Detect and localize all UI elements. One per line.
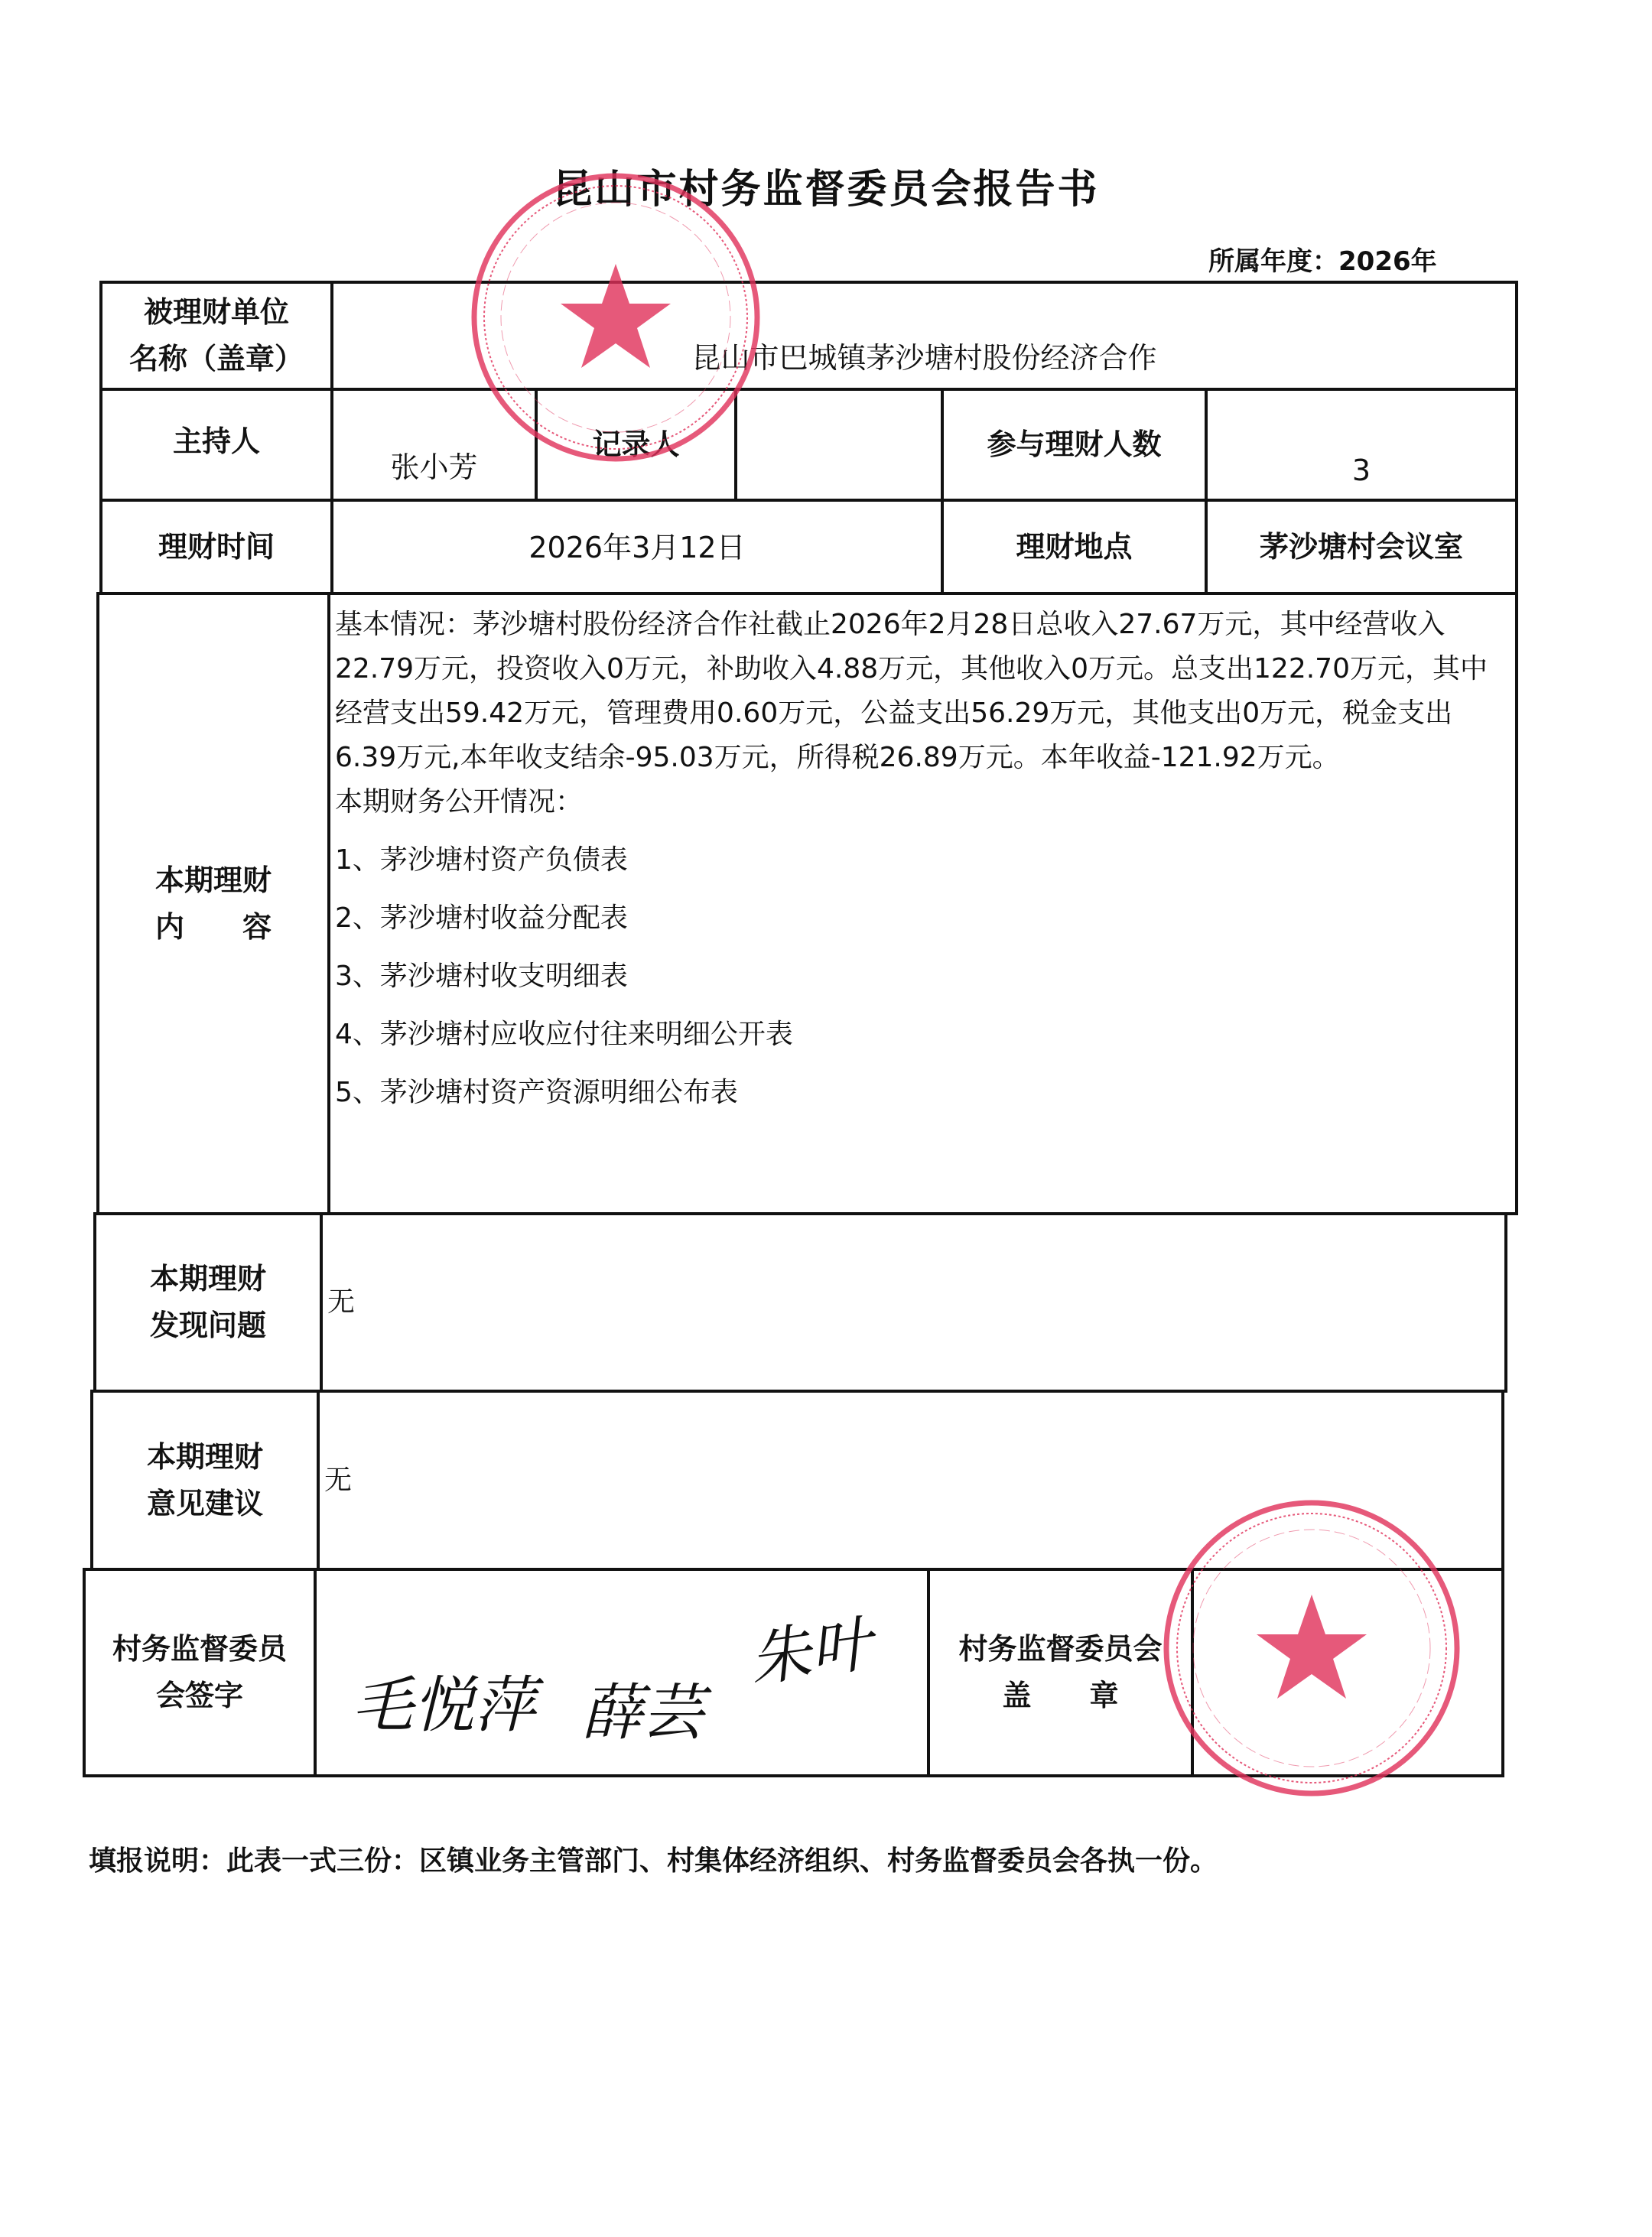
content-item: 2、茅沙塘村收益分配表	[335, 902, 628, 934]
content-item: 1、茅沙塘村资产负债表	[335, 844, 628, 876]
host-label: 主持人	[99, 388, 333, 502]
unit-label-line2: 名称（盖章）	[128, 342, 304, 376]
suggestions-label-line2: 意见建议	[146, 1486, 263, 1520]
signature: 朱叶	[745, 1608, 876, 1696]
content-label-line2: 内 容	[154, 909, 272, 944]
page-title: 昆山市村务监督委员会报告书	[552, 167, 1100, 213]
unit-value-cell	[330, 281, 1518, 391]
content-label-line1: 本期理财	[154, 863, 272, 897]
participants-label: 参与理财人数	[941, 388, 1208, 502]
suggestions-value: 无	[317, 1390, 1504, 1571]
sign-label-line1: 村务监督委员	[112, 1632, 287, 1666]
suggestions-label	[90, 1390, 320, 1571]
content-public-title: 本期财务公开情况：	[335, 786, 584, 818]
problems-label-line1: 本期理财	[149, 1262, 266, 1296]
time-label: 理财时间	[99, 499, 333, 595]
sign-label	[83, 1568, 317, 1777]
signature: 毛悦萍	[352, 1670, 535, 1741]
problems-value: 无	[320, 1212, 1507, 1393]
place-value: 茅沙塘村会议室	[1205, 499, 1518, 595]
recorder-value	[734, 388, 944, 502]
participants-value: 3	[1205, 388, 1518, 502]
time-value: 2026年3月12日	[330, 499, 944, 595]
place-label: 理财地点	[941, 499, 1208, 595]
signature: 薛芸	[581, 1677, 704, 1748]
host-value: 张小芳	[330, 388, 538, 502]
content-item: 5、茅沙塘村资产资源明细公布表	[335, 1077, 738, 1108]
seal-cell	[1191, 1568, 1504, 1777]
unit-label-line1: 被理财单位	[143, 295, 289, 330]
seal-label-line2: 盖 章	[1002, 1679, 1119, 1712]
unit-value: 昆山市巴城镇茅沙塘村股份经济合作	[691, 341, 1157, 376]
content-label	[96, 592, 330, 1215]
problems-label-line2: 发现问题	[149, 1309, 266, 1342]
suggestions-label-line1: 本期理财	[146, 1439, 263, 1474]
seal-label	[927, 1568, 1194, 1777]
content-item: 3、茅沙塘村收支明细表	[335, 961, 628, 992]
recorder-label: 记录人	[535, 388, 737, 502]
year-label: 所属年度：2026年	[1208, 246, 1437, 277]
seal-label-line1: 村务监督委员会	[958, 1632, 1163, 1666]
footer-note: 填报说明：此表一式三份：区镇业务主管部门、村集体经济组织、村务监督委员会各执一份。	[89, 1845, 1218, 1877]
content-item: 4、茅沙塘村应收应付往来明细公开表	[335, 1019, 793, 1050]
problems-label	[93, 1212, 323, 1393]
unit-label	[99, 281, 333, 391]
content-cell	[327, 592, 1518, 1215]
content-basic: 基本情况：茅沙塘村股份经济合作社截止2026年2月28日总收入27.67万元，其中经营收入22.79万元，投资收入0万元，补助收入4.88万元，其他收入0万元。总支出122.70万元，其中经营支出59.42万元，管理费用0.60万元，公益支出56.29万元，其他支出0万元，税金支出6.39万元,本年收支结余-95.03万元，所得税26.89万元。本年收益-121.92万元。	[335, 609, 1488, 773]
sign-label-line2: 会签字	[155, 1679, 243, 1712]
